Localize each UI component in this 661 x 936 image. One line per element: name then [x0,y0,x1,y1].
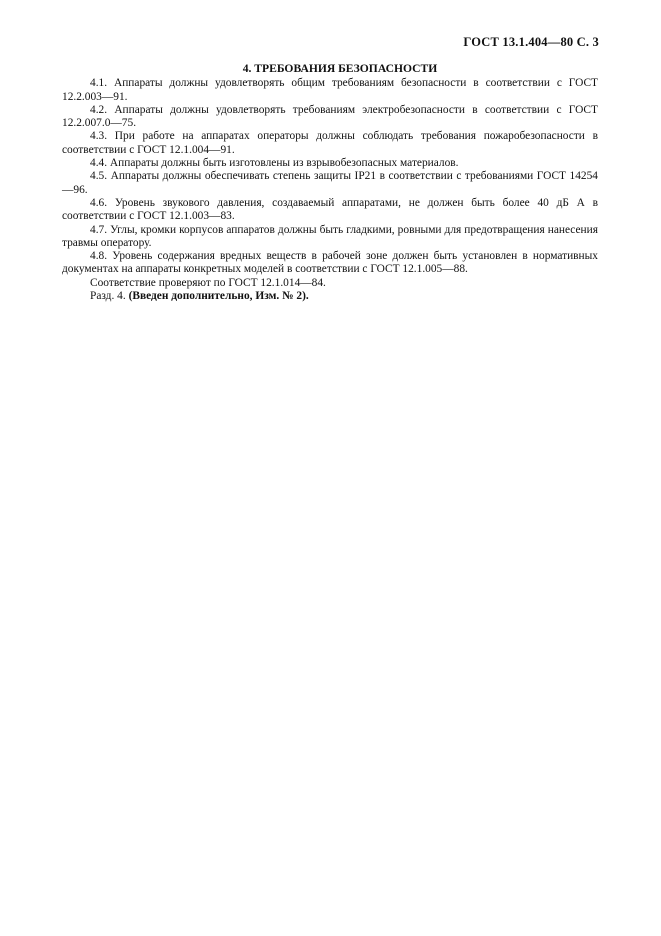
paragraph-4-2: 4.2. Аппараты должны удовлетворять требованиям электробезопасности в соответствии с ГОСТ 12.2.007.0—75. [62,103,598,130]
paragraph-4-1: 4.1. Аппараты должны удовлетворять общим требованиям безопасности в соответствии с ГОСТ 12.2.003—91. [62,77,598,103]
paragraph-4-8: 4.8. Уровень содержания вредных веществ в рабочей зоне должен быть установлен в нормативных документах на аппараты конкретных моделей в соответствии с ГОСТ 12.1.005—88. [62,250,598,276]
running-header: ГОСТ 13.1.404—80 С. 3 [463,35,599,49]
paragraph-4-5: 4.5. Аппараты должны обеспечивать степень защиты IP21 в соответствии с требованиями ГОСТ 14254—96. [62,170,598,196]
verification-note: Соответствие проверяют по ГОСТ 12.1.014—84. [90,276,326,289]
paragraph-4-4: 4.4. Аппараты должны быть изготовлены из взрывобезопасных материалов. [90,157,459,170]
page-content [62,62,598,303]
paragraph-4-3: 4.3. При работе на аппаратах операторы должны соблюдать требования пожаробезопасности в соответствии с ГОСТ 12.1.004—91. [62,130,598,156]
paragraph-4-7: 4.7. Углы, кромки корпусов аппаратов должны быть гладкими, ровными для предотвращения нанесения травмы оператору. [62,223,598,249]
amendment-note [62,290,598,303]
paragraph-4-6: 4.6. Уровень звукового давления, создаваемый аппаратами, не должен быть более 40 дБ А в соответствии с ГОСТ 12.1.003—83. [62,196,598,223]
amendment-text: (Введен дополнительно, Изм. № 2). [128,290,309,303]
amendment-prefix: Разд. 4. [90,290,126,303]
section-title: 4. ТРЕБОВАНИЯ БЕЗОПАСНОСТИ [242,62,438,75]
